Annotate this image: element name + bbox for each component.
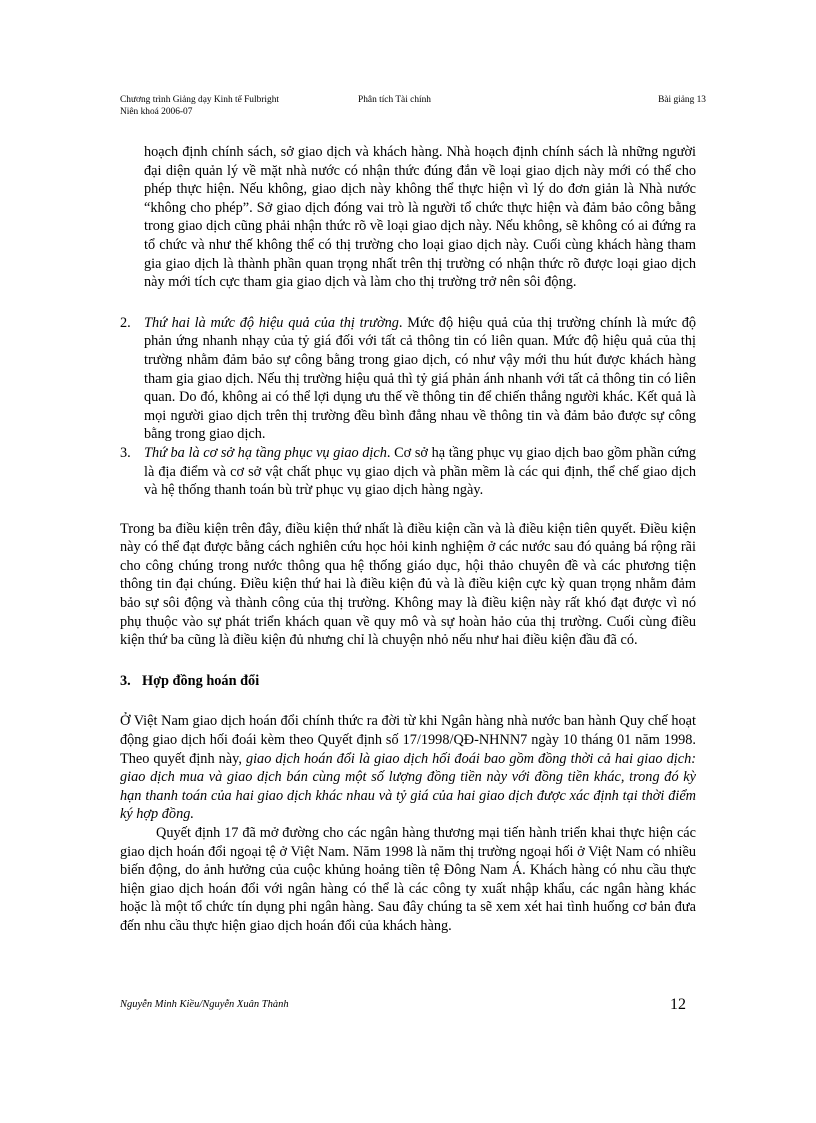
list-item-lead: Thứ hai là mức độ hiệu quả của thị trường [144,314,399,331]
header-course: Phân tích Tài chính [358,95,431,105]
section-number: 3. [120,672,131,689]
summary-paragraph: Trong ba điều kiện trên đây, điều kiện thứ nhất là điều kiện cần và là điều kiện tiên quyết. Điều kiện này có thể đạt được bằng cách nghiên cứu học hỏi kinh nghiệm ở các nước sau đó quảng bá rộng rãi cho công chúng trong nước thông qua hệ thống giáo dục, hội thảo chuyên đề và các phương tiện thông tin đại chúng. Điều kiện thứ hai là điều kiện đủ và là điều kiện cực kỳ quan trọng nhằm đảm bảo sự sôi động và thành công của thị trường. Không may là điều kiện này rất khó đạt được vì nó phụ thuộc vào sự phát triển khách quan về quy mô và sự hoàn hảo của thị trường. Cuối cùng điều kiện thứ ba cũng là điều kiện đủ nhưng chỉ là chuyện nhỏ nếu như hai điều kiện đầu đã có. [120,520,696,649]
definition-text: giao dịch hoán đổi là giao dịch hối đoái bao gồm đồng thời cả hai giao dịch: giao dịch mua và giao dịch bán cùng một số lượng đồng tiền này với đồng tiền khác, trong đó kỳ hạn thanh toán của hai giao dịch khác nhau và tỷ giá của hai giao dịch được xác định tại thời điểm ký hợp đồng. [120,750,696,823]
list-item-number: 3. [120,444,131,461]
decision-paragraph: Quyết định 17 đã mở đường cho các ngân hàng thương mại tiến hành triển khai thực hiện các giao dịch hoán đổi ngoại tệ ở Việt Nam. Năm 1998 là năm thị trường ngoại hối ở Việt Nam có nhiều biến động, do ảnh hưởng của cuộc khủng hoảng tiền tệ Đông Nam Á. Khách hàng có nhu cầu thực hiện giao dịch hoán đổi với ngân hàng có thể là các công ty xuất nhập khẩu, các ngân hàng khác hoặc là một tổ chức tín dụng phi ngân hàng. Sau đây chúng ta sẽ xem xét hai tình huống cơ bản đưa đến nhu cầu thực hiện giao dịch hoán đổi của khách hàng. [120,825,696,934]
list-item-text: . Cơ sở hạ tầng phục vụ giao dịch bao gồm phần cứng là địa điểm và cơ sở vật chất phục vụ giao dịch và phần mềm là các qui định, thể chế giao dịch và hệ thống thanh toán bù trừ phục vụ giao dịch hàng ngày. [144,444,696,499]
list-item [120,314,696,444]
definition-paragraph [120,712,696,824]
list-item-number: 2. [120,314,131,331]
header-academic-year: Niên khoá 2006-07 [120,106,193,117]
header-program [120,95,279,118]
list-item-lead: Thứ ba là cơ sở hạ tầng phục vụ giao dịch [144,444,387,461]
footer-authors: Nguyễn Minh Kiều/Nguyễn Xuân Thành [120,999,289,1010]
continued-paragraph: hoạch định chính sách, sở giao dịch và khách hàng. Nhà hoạch định chính sách là những người đại diện quản lý về mặt nhà nước có nhận thức đúng đắn về loại giao dịch này mới có thể cho phép thực hiện. Nếu không, giao dịch này không thể thực hiện vì lý do đơn giản là Nhà nước “không cho phép”. Sở giao dịch đóng vai trò là người tổ chức thực hiện và đảm bảo công bằng trong giao dịch cũng phải nhận thức rõ về loại giao dịch này. Nếu không, sẽ không có ai đứng ra tổ chức và như thế không thể có thị trường cho loại giao dịch này. Cuối cùng khách hàng tham gia giao dịch là thành phần quan trọng nhất trên thị trường có nhận thức rõ được loại giao dịch này mới tích cực tham gia giao dịch và làm cho thị trường trở nên sôi động. [144,144,696,291]
definition-intro: Ở Việt Nam giao dịch hoán đổi chính thức ra đời từ khi Ngân hàng nhà nước ban hành Quy chế hoạt động giao dịch hối đoái kèm theo Quyết định số 17/1998/QĐ-NHNN7 ngày 10 tháng 01 năm 1998. Theo quyết định này, [120,713,696,767]
header-program-name: Chương trình Giảng dạy Kinh tế Fulbright [120,95,279,105]
list-item [120,444,696,500]
list-item-text: . Mức độ hiệu quả của thị trường chính là mức độ phản ứng nhanh nhạy của tỷ giá đối với tất cả thông tin có liên quan. Mức độ hiệu quả của thị trường nhằm đảm bảo sự công bằng trong giao dịch, có như vậy mới thu hút được khách hàng tham gia giao dịch. Nếu thị trường hiệu quả thì tỷ giá phản ánh nhanh với tất cả thông tin có liên quan. Do đó, không ai có thể lợi dụng ưu thế về thông tin để chiến thắng người khác. Kết quả là mọi người giao dịch trên thị trường đều bình đẳng nhau về thông tin và đảm bảo được sự công bằng trong giao dịch. [144,314,696,443]
page-body [120,143,696,936]
section-heading [120,672,696,691]
section-title: Hợp đồng hoán đổi [142,672,260,689]
page-number: 12 [670,996,686,1013]
conditions-list [120,314,696,500]
header-lecture: Bài giảng 13 [658,95,706,105]
